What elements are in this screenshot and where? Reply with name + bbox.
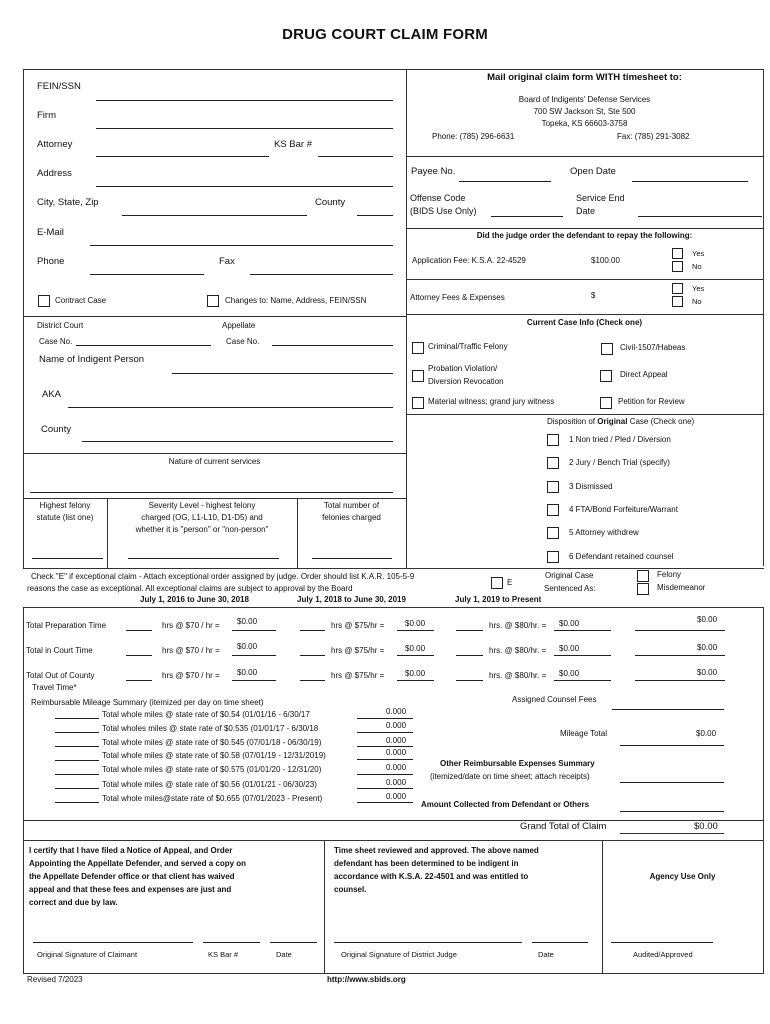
court-amt-p2[interactable] [397, 655, 434, 656]
disp-4-label: 4 FTA/Bond Forfeiture/Warrant [569, 505, 678, 514]
website-link[interactable]: http://www.sbids.org [327, 975, 406, 984]
address-label: Address [37, 168, 72, 179]
service-end-field[interactable] [638, 216, 762, 217]
court-time-label: Total in Court Time [26, 646, 93, 655]
period-3: July 1, 2019 to Present [455, 595, 542, 604]
city-label: City, State, Zip [37, 197, 99, 208]
prep-amt-p3[interactable] [554, 630, 611, 631]
travel-amt-p2[interactable] [397, 680, 434, 681]
mileage-miles-2[interactable] [55, 732, 99, 733]
prep-total[interactable] [635, 630, 725, 631]
travel-total[interactable] [635, 680, 725, 681]
probation-label: Probation Violation/ [428, 364, 498, 373]
petition-label: Petition for Review [618, 397, 685, 406]
severity-field[interactable] [128, 558, 279, 559]
mileage-miles-4[interactable] [55, 760, 99, 761]
court-hrs-p3[interactable] [456, 655, 483, 656]
travel-hrs-p3[interactable] [456, 680, 483, 681]
judge-date-field[interactable] [532, 942, 588, 943]
other-expenses-field[interactable] [620, 782, 724, 783]
mail-city: Topeka, KS 66603-3758 [541, 119, 628, 128]
amount-collected-label: Amount Collected from Defendant or Others [421, 800, 590, 809]
petition-checkbox[interactable] [600, 397, 612, 409]
period-1: July 1, 2016 to June 30, 2018 [140, 595, 249, 604]
attorney-field[interactable] [96, 156, 269, 157]
disp-4-checkbox[interactable] [547, 504, 559, 516]
mail-phone: Phone: (785) 296-6631 [432, 132, 515, 141]
direct-appeal-label: Direct Appeal [620, 370, 668, 379]
fax-field[interactable] [250, 274, 393, 275]
direct-appeal-checkbox[interactable] [600, 370, 612, 382]
mileage-heading: Reimbursable Mileage Summary (itemized per day on time sheet) [31, 698, 264, 707]
phone-label: Phone [37, 256, 65, 267]
atty-fees-yes-checkbox[interactable] [672, 283, 683, 294]
mail-heading: Mail original claim form WITH timesheet to: [487, 72, 682, 83]
disp-3-label: 3 Dismissed [569, 482, 613, 491]
changes-to-checkbox[interactable] [207, 295, 219, 307]
county2-field[interactable] [82, 441, 393, 442]
email-field[interactable] [90, 245, 393, 246]
disp-1-label: 1 Non tried / Pled / Diversion [569, 435, 671, 444]
payee-label: Payee No. [411, 166, 456, 177]
court-hrs-p1[interactable] [126, 655, 152, 656]
other-expenses-heading: Other Reimbursable Expenses Summary [440, 759, 595, 768]
offense-code-field[interactable] [491, 216, 563, 217]
prep-time-label: Total Preparation Time [26, 621, 107, 630]
material-witness-checkbox[interactable] [412, 397, 424, 409]
disp-1-checkbox[interactable] [547, 434, 559, 446]
aka-field[interactable] [68, 407, 393, 408]
nature-field[interactable] [30, 492, 393, 493]
fax-label: Fax [219, 256, 235, 267]
court-hrs-p2[interactable] [300, 655, 325, 656]
mail-street: 700 SW Jackson St, Ste 500 [533, 107, 636, 116]
court-amt-p1[interactable] [232, 655, 276, 656]
phone-field[interactable] [90, 274, 204, 275]
highest-felony-label: Highest felony [39, 501, 91, 510]
county2-label: County [41, 424, 72, 435]
mileage-miles-6[interactable] [55, 788, 99, 789]
sig-date-field[interactable] [270, 942, 317, 943]
indigent-name-label: Name of Indigent Person [39, 354, 145, 365]
indigent-name-field[interactable] [172, 373, 393, 374]
travel-amt-p1[interactable] [232, 680, 276, 681]
misdemeanor-checkbox[interactable] [637, 583, 649, 595]
firm-label: Firm [37, 110, 56, 121]
disposition-heading: Disposition of Original Case (Check one) [547, 417, 695, 426]
severity-label: Severity Level - highest felony [148, 501, 256, 510]
travel-hrs-p1[interactable] [126, 680, 152, 681]
disp-5-checkbox[interactable] [547, 527, 559, 539]
disp-3-checkbox[interactable] [547, 481, 559, 493]
total-felonies-field[interactable] [312, 558, 392, 559]
repay-heading: Did the judge order the defendant to repay the following: [476, 231, 693, 240]
district-case-no-field[interactable] [76, 345, 211, 346]
atty-fees-label: Attorney Fees & Expenses [410, 293, 505, 302]
disp-2-checkbox[interactable] [547, 457, 559, 469]
email-label: E-Mail [37, 227, 64, 238]
amount-collected-field[interactable] [620, 811, 724, 812]
disp-5-label: 5 Attorney withdrew [569, 528, 639, 537]
judge-signature-field[interactable] [334, 942, 522, 943]
certify-left-1: I certify that I have filed a Notice of Appeal, and Order [29, 846, 233, 855]
prep-amt-p1[interactable] [232, 630, 276, 631]
sig-date-label: Date [276, 950, 292, 959]
criminal-checkbox[interactable] [412, 342, 424, 354]
sig-ksbar-label: KS Bar # [208, 950, 239, 959]
service-end-label: Service End [576, 193, 625, 203]
criminal-label: Criminal/Traffic Felony [428, 342, 508, 351]
ks-bar-label: KS Bar # [274, 139, 313, 150]
civil-checkbox[interactable] [601, 343, 613, 355]
atty-fees-no-checkbox[interactable] [672, 296, 683, 307]
highest-felony-field[interactable] [32, 558, 103, 559]
district-case-no-label: Case No. [39, 337, 73, 346]
mileage-miles-3[interactable] [55, 746, 99, 747]
material-witness-label: Material witness; grand jury witness [428, 397, 555, 406]
disp-2-label: 2 Jury / Bench Trial (specify) [569, 458, 670, 467]
sig-ksbar-field[interactable] [203, 942, 260, 943]
open-date-label: Open Date [570, 166, 616, 177]
period-2: July 1, 2018 to June 30, 2019 [297, 595, 406, 604]
mileage-total-label: Mileage Total [560, 729, 607, 738]
assigned-counsel-label: Assigned Counsel Fees [512, 695, 597, 704]
sig-judge-label: Original Signature of District Judge [341, 950, 457, 959]
district-court-label: District Court [37, 321, 84, 330]
prep-hrs-p2[interactable] [300, 630, 325, 631]
city-field[interactable] [122, 215, 307, 216]
civil-label: Civil-1507/Habeas [620, 343, 686, 352]
appellate-label: Appellate [222, 321, 256, 330]
travel-hrs-p2[interactable] [300, 680, 325, 681]
mail-org: Board of Indigents' Defense Services [518, 95, 651, 104]
grand-total-value: $0.00 [694, 821, 718, 832]
app-fee-no-checkbox[interactable] [672, 261, 683, 272]
probation-checkbox[interactable] [412, 370, 424, 382]
sig-claimant-label: Original Signature of Claimant [37, 950, 138, 959]
felony-checkbox[interactable] [637, 570, 649, 582]
mileage-miles-5[interactable] [55, 774, 99, 775]
exceptional-line2: reasons the case as exceptional. All exceptional claims are subject to approval by the Board [27, 584, 353, 593]
audited-field[interactable] [611, 942, 713, 943]
assigned-counsel-field[interactable] [612, 709, 724, 710]
agency-use-label: Agency Use Only [649, 872, 716, 881]
firm-field[interactable] [96, 128, 393, 129]
grand-total-label: Grand Total of Claim [520, 821, 607, 832]
payee-field[interactable] [459, 181, 551, 182]
offense-code-label: Offense Code [410, 193, 466, 203]
ks-bar-field[interactable] [318, 156, 393, 157]
fein-field[interactable] [96, 100, 393, 101]
audited-label: Audited/Approved [633, 950, 693, 959]
sig-date2-label: Date [538, 950, 554, 959]
current-case-heading: Current Case Info (Check one) [526, 318, 643, 327]
disp-6-checkbox[interactable] [547, 551, 559, 563]
contract-case-checkbox[interactable] [38, 295, 50, 307]
mail-fax: Fax: (785) 291-3082 [617, 132, 690, 141]
app-fee-amount: $100.00 [591, 256, 620, 265]
exceptional-line1: Check "E" if exceptional claim - Attach exceptional order assigned by judge. Order should list K.A.R. 105-5-9 [31, 572, 415, 581]
app-fee-label: Application Fee: K.S.A. 22-4529 [412, 256, 526, 265]
fein-label: FEIN/SSN [37, 81, 81, 92]
contract-case-label: Contract Case [55, 296, 107, 305]
prep-hrs-p1[interactable] [126, 630, 152, 631]
mileage-miles-1[interactable] [55, 718, 99, 719]
total-felonies-label: Total number of [323, 501, 380, 510]
open-date-field[interactable] [632, 181, 748, 182]
address-field[interactable] [96, 186, 393, 187]
appellate-case-no-field[interactable] [272, 345, 393, 346]
app-fee-yes-checkbox[interactable] [672, 248, 683, 259]
appellate-case-no-label: Case No. [226, 337, 260, 346]
certify-middle-1: Time sheet reviewed and approved. The above named [334, 846, 539, 855]
changes-to-label: Changes to: Name, Address, FEIN/SSN [225, 296, 367, 305]
county-label: County [315, 197, 346, 208]
travel-amt-p3[interactable] [554, 680, 611, 681]
court-total[interactable] [635, 655, 725, 656]
mileage-total-value: $0.00 [696, 729, 717, 738]
aka-label: AKA [42, 389, 62, 400]
attorney-label: Attorney [37, 139, 73, 150]
court-amt-p3[interactable] [554, 655, 611, 656]
nature-label: Nature of current services [168, 457, 261, 466]
prep-amt-p2[interactable] [397, 630, 434, 631]
disp-6-label: 6 Defendant retained counsel [569, 552, 674, 561]
county-field[interactable] [357, 215, 393, 216]
claimant-signature-field[interactable] [33, 942, 193, 943]
prep-hrs-p3[interactable] [456, 630, 483, 631]
exceptional-e-checkbox[interactable] [491, 577, 503, 589]
mileage-miles-7[interactable] [55, 802, 99, 803]
page-title: DRUG COURT CLAIM FORM [282, 26, 488, 43]
revised-label: Revised 7/2023 [27, 975, 83, 984]
original-case-label: Original Case [545, 571, 594, 580]
travel-time-label: Total Out of County [26, 671, 95, 680]
